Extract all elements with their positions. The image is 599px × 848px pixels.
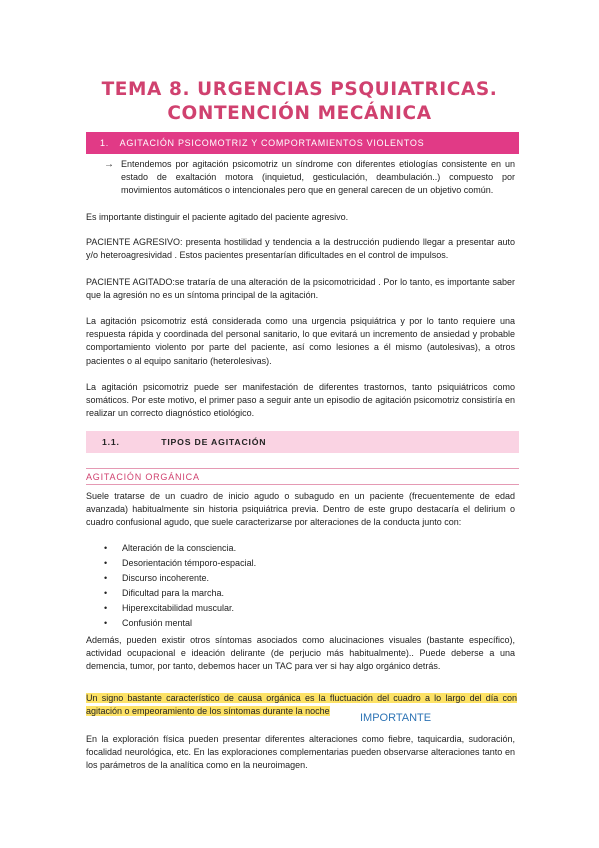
paragraph-exploration: En la exploración física pueden presentar diferentes alteraciones como fiebre, taquicardia, sudoración, focalidad neurológica, etc. En las exploraciones complementarias pueden observarse alteraciones tanto en los parámetros de la analítica como en la neuroimagen.: [86, 734, 515, 771]
list-item: • Desorientación témporo-espacial.: [104, 556, 256, 571]
paragraph-manifestation: La agitación psicomotriz puede ser manifestación de diferentes trastornos, tanto psiquiátricos como somáticos. Por este motivo, el primer paso a seguir ante un episodio de agitación psicomotriz consistiría en realizar un correcto diagnóstico etiológico.: [86, 382, 515, 419]
list-item: • Hiperexcitabilidad muscular.: [104, 601, 256, 616]
paragraph-agitated: PACIENTE AGITADO:se trataría de una alteración de la psicomotricidad . Por lo tanto, es importante saber que la agresión no es un síntoma principal de la agitación.: [86, 277, 515, 301]
subsection-heading: [86, 431, 519, 453]
organic-agitation-heading: AGITACIÓN ORGÁNICA: [86, 472, 200, 482]
arrow-icon: →: [104, 159, 114, 170]
section-heading-1: [86, 132, 519, 154]
handwritten-note: IMPORTANTE: [360, 712, 432, 724]
paragraph-aggressive: PACIENTE AGRESIVO: presenta hostilidad y tendencia a la destrucción pudiendo llegar a presentar auto y/o heteroagresividad . Estos pacientes presentarían dificultades en el control de impulsos.: [86, 237, 515, 261]
highlighted-text: Un signo bastante característico de causa orgánica es la fluctuación del cuadro a lo largo del día con agitación o empeoramiento de los síntomas durante la noche: [86, 693, 517, 717]
paragraph-distinction: Es importante distinguir el paciente agitado del paciente agresivo.: [86, 212, 349, 222]
list-item: • Confusión mental: [104, 616, 256, 631]
section-heading-text: AGITACIÓN PSICOMOTRIZ Y COMPORTAMIENTOS VIOLENTOS: [119, 138, 425, 148]
divider-bottom: [86, 484, 519, 485]
page-title-line-1: TEMA 8. URGENCIAS PSQUIATRICAS.: [101, 79, 498, 100]
paragraph-organic-intro: Suele tratarse de un cuadro de inicio agudo o subagudo en un paciente (frecuentemente de edad avanzada) habitualmente sin historia psiquiátrica previa. Dentro de este grupo destacaría el delirium o cuadro confusional agudo, que suele caracterizarse por alteraciones de la conducta junto con:: [86, 491, 515, 528]
definition-paragraph: Entendemos por agitación psicomotriz un síndrome con diferentes etiologías consistente en un estado de exaltación motora (inquietud, gesticulación, deambulación..) compuesto por movimientos automáticos o intencionales pero que en general carecen de un objetivo común.: [121, 159, 515, 196]
section-number: 1.: [100, 138, 109, 148]
bullet-icon: •: [104, 573, 108, 583]
symptom-list: [104, 541, 256, 631]
highlighted-paragraph: [86, 692, 517, 718]
paragraph-associated-symptoms: Además, pueden existir otros síntomas asociados como alucinaciones visuales (bastante específico), actividad ocupacional e ideación delirante (de perjucio más habitualmente).. Puede deberse a una demencia, tumor, por tanto, debemos hacer un TAC para ver si hay algo orgánico detrás.: [86, 635, 515, 672]
list-item: • Dificultad para la marcha.: [104, 586, 256, 601]
page-title-line-2: CONTENCIÓN MECÁNICA: [167, 103, 432, 124]
bullet-icon: •: [104, 558, 108, 568]
paragraph-urgency: La agitación psicomotriz está considerada como una urgencia psiquiátrica y por lo tanto requiere una respuesta rápida y coordinada del personal sanitario, lo que evitará un incremento de ansiedad y probable comportamiento violento por parte del paciente, así como lesiones a él mismo (autolesivas), a otros pacientes o al equipo sanitario (heterolesivas).: [86, 316, 515, 366]
bullet-icon: •: [104, 588, 108, 598]
subsection-heading-text: TIPOS DE AGITACIÓN: [161, 437, 267, 447]
divider-top: [86, 468, 519, 469]
bullet-icon: •: [104, 543, 108, 553]
subsection-number: 1.1.: [102, 437, 120, 447]
bullet-icon: •: [104, 618, 108, 628]
list-item: • Alteración de la consciencia.: [104, 541, 256, 556]
list-item: • Discurso incoherente.: [104, 571, 256, 586]
bullet-icon: •: [104, 603, 108, 613]
